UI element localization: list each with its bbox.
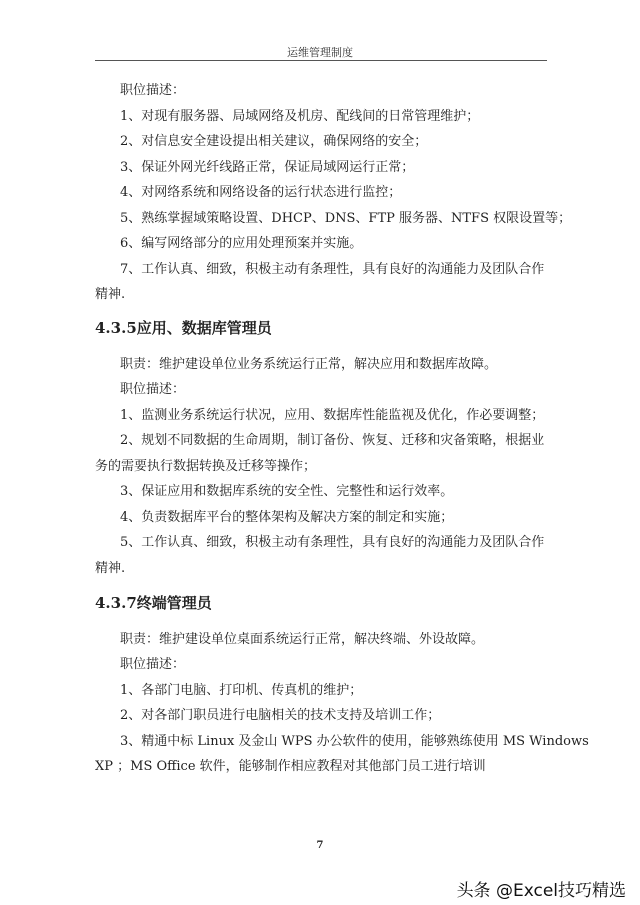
network-item-7: 7、工作认真、细致，积极主动有条理性，具有良好的沟通能力及团队合作 (120, 262, 545, 277)
db-item-2: 2、规划不同数据的生命周期，制订备份、恢复、迁移和灾备策略，根据业 (120, 433, 545, 448)
network-item-3: 3、保证外网光纤线路正常，保证局域网运行正常； (120, 160, 415, 175)
network-item-1: 1、对现有服务器、局域网络及机房、配线间的日常管理维护； (120, 109, 480, 124)
terminal-duty: 职责：维护建设单位桌面系统运行正常，解决终端、外设故障。 (120, 632, 485, 647)
page-header-title: 运维管理制度 (287, 46, 353, 59)
network-item-6: 6、编写网络部分的应用处理预案并实施。 (120, 236, 363, 251)
watermark-text: 头条 @Excel技巧精选 (456, 881, 626, 901)
desc-label-db: 职位描述： (120, 382, 186, 397)
db-item-3: 3、保证应用和数据库系统的安全性、完整性和运行效率。 (120, 484, 454, 499)
db-duty: 职责：维护建设单位业务系统运行正常，解决应用和数据库故障。 (120, 357, 498, 372)
section-heading-db-admin: 4.3.5应用、数据库管理员 (95, 319, 272, 337)
page-number: 7 (316, 840, 324, 851)
network-item-4: 4、对网络系统和网络设备的运行状态进行监控； (120, 185, 402, 200)
header-divider (95, 60, 547, 61)
section-heading-terminal-admin: 4.3.7终端管理员 (95, 594, 212, 612)
desc-label-network: 职位描述： (120, 83, 186, 98)
desc-label-terminal: 职位描述： (120, 657, 186, 672)
db-item-2-continued: 务的需要执行数据转换及迁移等操作； (95, 459, 317, 474)
db-item-5: 5、工作认真、细致，积极主动有条理性，具有良好的沟通能力及团队合作 (120, 535, 545, 550)
db-item-4: 4、负责数据库平台的整体架构及解决方案的制定和实施； (120, 510, 454, 525)
terminal-item-3-continued: XP ；MS Office 软件，能够制作相应教程对其他部门员工进行培训 (95, 759, 486, 774)
db-item-5-continued: 精神. (95, 561, 126, 576)
network-item-7-continued: 精神. (95, 287, 126, 302)
terminal-item-1: 1、各部门电脑、打印机、传真机的维护； (120, 683, 363, 698)
terminal-item-3: 3、精通中标 Linux 及金山 WPS 办公软件的使用，能够熟练使用 MS Windows (120, 734, 589, 749)
network-item-5: 5、熟练掌握域策略设置、DHCP、DNS、FTP 服务器、NTFS 权限设置等； (120, 211, 572, 226)
db-item-1: 1、监测业务系统运行状况，应用、数据库性能监视及优化，作必要调整； (120, 408, 545, 423)
terminal-item-2: 2、对各部门职员进行电脑相关的技术支持及培训工作； (120, 708, 441, 723)
network-item-2: 2、对信息安全建设提出相关建议，确保网络的安全； (120, 134, 428, 149)
